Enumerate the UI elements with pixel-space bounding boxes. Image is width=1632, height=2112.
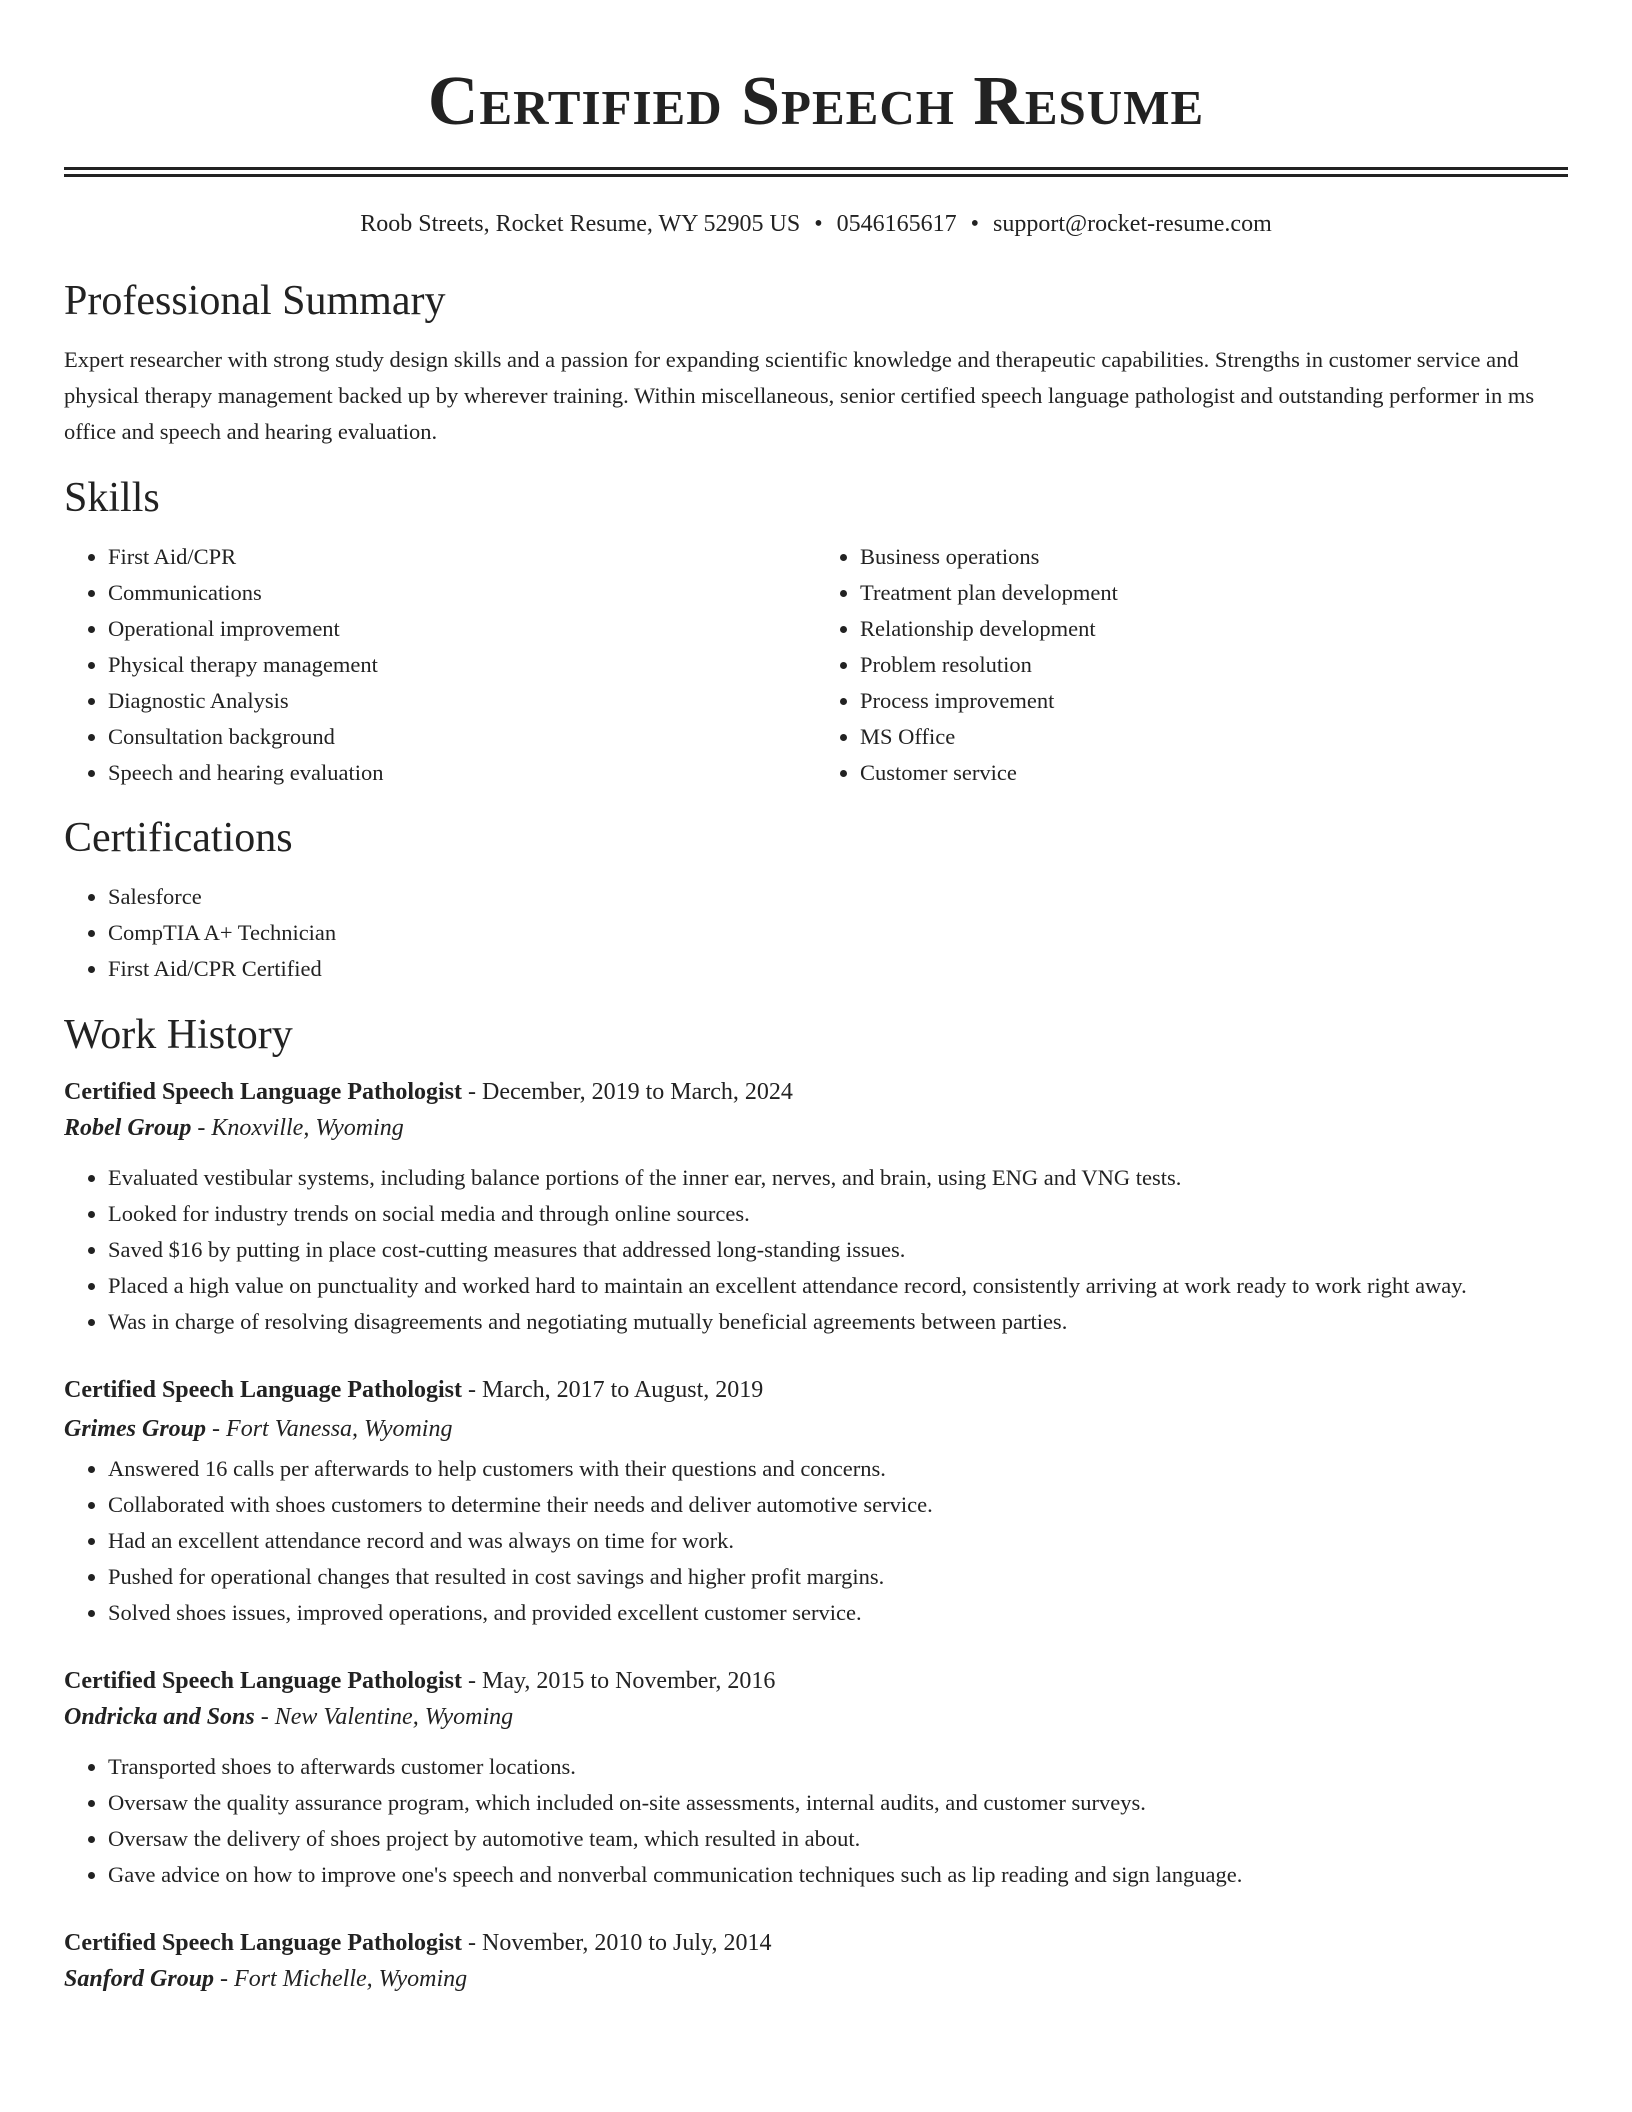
contact-phone: 0546165617 [836,211,957,237]
contact-address: Roob Streets, Rocket Resume, WY 52905 US [360,211,801,237]
job-bullet: • Was in charge of resolving disagreements and negotiating mutually beneficial agreements between parties. [108,1304,1568,1340]
job-entry [64,1925,1568,1997]
skill-item: • Problem resolution [860,647,1568,683]
skill-item: • Speech and hearing evaluation [108,755,816,791]
work-history-heading: Work History [64,1012,293,1058]
job-title: Certified Speech Language Pathologist [64,1079,462,1105]
skill-item: • First Aid/CPR [108,539,816,575]
job-company-line: Sanford Group - Fort Michelle, Wyoming [64,1966,468,1992]
job-bullet: • Pushed for operational changes that resulted in cost savings and higher profit margins. [108,1559,1568,1595]
job-location: Knoxville, Wyoming [211,1115,404,1141]
skills-columns [64,539,1568,791]
job-title: Certified Speech Language Pathologist [64,1930,462,1956]
contact-email: support@rocket-resume.com [993,211,1272,237]
skill-item: • Diagnostic Analysis [108,683,816,719]
job-bullets [64,1749,1568,1893]
skills-list-left [64,539,816,791]
skill-item: • Operational improvement [108,611,816,647]
job-company: Sanford Group [64,1966,215,1992]
job-bullet: • Evaluated vestibular systems, including balance portions of the inner ear, nerves, and brain, using ENG and VNG tests. [108,1160,1568,1196]
title-double-rule [64,167,1568,177]
skills-list-right [816,539,1568,791]
job-title: Certified Speech Language Pathologist [64,1377,462,1403]
contact-separator: • [970,211,980,237]
job-company: Robel Group [64,1115,192,1141]
job-bullet: • Solved shoes issues, improved operations, and provided excellent customer service. [108,1595,1568,1631]
job-company-line: Ondricka and Sons - New Valentine, Wyoming [64,1704,514,1730]
skill-item: • Customer service [860,755,1568,791]
job-company: Ondricka and Sons [64,1704,255,1730]
skill-item: • Relationship development [860,611,1568,647]
job-bullets [64,1160,1568,1340]
certifications-heading: Certifications [64,815,293,861]
skill-item: • Business operations [860,539,1568,575]
job-bullets [64,1451,1568,1631]
summary-heading: Professional Summary [64,278,446,324]
job-bullet: • Answered 16 calls per afterwards to help customers with their questions and concerns. [108,1451,1568,1487]
job-header: Certified Speech Language Pathologist - December, 2019 to March, 2024 [64,1079,793,1105]
job-location: Fort Vanessa, Wyoming [226,1416,453,1442]
job-company-line: Grimes Group - Fort Vanessa, Wyoming [64,1416,453,1442]
skill-item: • Consultation background [108,719,816,755]
job-entry [64,1074,1568,1340]
job-title: Certified Speech Language Pathologist [64,1668,462,1694]
job-dates: May, 2015 to November, 2016 [481,1668,776,1694]
certifications-list [64,879,1568,987]
job-dates: December, 2019 to March, 2024 [481,1079,793,1105]
resume-title: Certified Speech Resume [427,63,1205,140]
skill-item: • Physical therapy management [108,647,816,683]
certification-item: • CompTIA A+ Technician [108,915,1568,951]
skill-item: • MS Office [860,719,1568,755]
skill-item: • Process improvement [860,683,1568,719]
job-dates: March, 2017 to August, 2019 [481,1377,764,1403]
job-entry [64,1663,1568,1893]
job-bullet: • Collaborated with shoes customers to determine their needs and deliver automotive service. [108,1487,1568,1523]
job-bullet: • Oversaw the delivery of shoes project by automotive team, which resulted in about. [108,1821,1568,1857]
job-company: Grimes Group [64,1416,207,1442]
certification-item: • Salesforce [108,879,1568,915]
job-bullet: • Saved $16 by putting in place cost-cutting measures that addressed long-standing issues. [108,1232,1568,1268]
job-location: Fort Michelle, Wyoming [234,1966,468,1992]
skill-item: • Communications [108,575,816,611]
job-bullet: • Looked for industry trends on social media and through online sources. [108,1196,1568,1232]
contact-separator: • [814,211,823,237]
job-company-line: Robel Group - Knoxville, Wyoming [64,1115,404,1141]
job-header: Certified Speech Language Pathologist - November, 2010 to July, 2014 [64,1930,772,1956]
job-bullet: • Gave advice on how to improve one's speech and nonverbal communication techniques such as lip reading and sign language. [108,1857,1568,1893]
job-bullet: • Oversaw the quality assurance program, which included on-site assessments, internal audits, and customer surveys. [108,1785,1568,1821]
job-bullet: • Transported shoes to afterwards customer locations. [108,1749,1568,1785]
job-header: Certified Speech Language Pathologist - March, 2017 to August, 2019 [64,1377,764,1403]
contact-line [64,209,1568,239]
skill-item: • Treatment plan development [860,575,1568,611]
job-header: Certified Speech Language Pathologist - May, 2015 to November, 2016 [64,1668,776,1694]
job-bullet: • Placed a high value on punctuality and worked hard to maintain an excellent attendance record, consistently arriving at work ready to work right away. [108,1268,1568,1304]
certification-item: • First Aid/CPR Certified [108,951,1568,987]
job-bullet: • Had an excellent attendance record and was always on time for work. [108,1523,1568,1559]
summary-text: Expert researcher with strong study design skills and a passion for expanding scientific knowledge and therapeutic capabilities. Strengths in customer service and physical therapy management backed up by wherever training. Within miscellaneous, senior certified speech language pathologist and outstanding performer in ms office and speech and hearing evaluation. [64,347,1535,444]
job-dates: November, 2010 to July, 2014 [481,1930,772,1956]
job-entry [64,1372,1568,1631]
job-location: New Valentine, Wyoming [274,1704,514,1730]
skills-heading: Skills [64,475,160,521]
